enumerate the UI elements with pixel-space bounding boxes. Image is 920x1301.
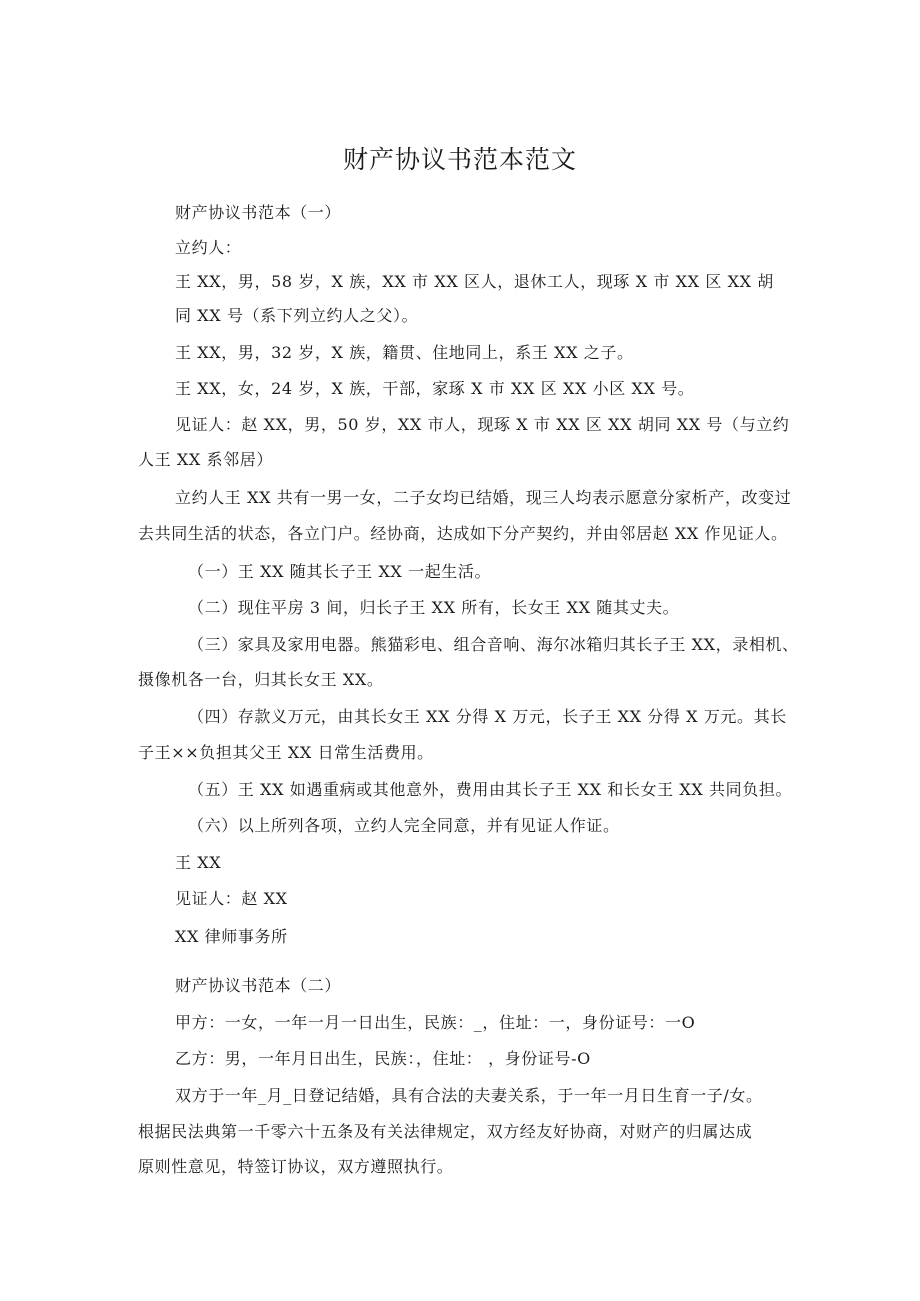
party-father-line-2: 同 XX 号（系下列立约人之父）。 bbox=[175, 306, 419, 325]
agreement-line-2: 根据民法典第一千零六十五条及有关法律规定，双方经友好协商，对财产的归属达成 bbox=[138, 1122, 753, 1141]
party-son: 王 XX，男，32 岁，X 族，籍贯、住地同上，系王 XX 之子。 bbox=[175, 343, 634, 362]
clause-3-line-2: 摄像机各一台，归其长女王 XX。 bbox=[138, 670, 384, 689]
signature-party: 王 XX bbox=[175, 853, 222, 872]
signature-witness: 见证人：赵 XX bbox=[175, 889, 288, 908]
document-title: 财产协议书范本范文 bbox=[342, 145, 577, 174]
preamble-line-1: 立约人王 XX 共有一男一女，二子女均已结婚，现三人均表示愿意分家析产，改变过 bbox=[175, 488, 792, 507]
clause-4-line-2: 子王××负担其父王 XX 日常生活费用。 bbox=[138, 743, 434, 762]
agreement-line-1: 双方于一年_月_日登记结婚，具有合法的夫妻关系，于一年一月日生育一子/女。 bbox=[175, 1086, 763, 1105]
clause-4-line-1: （四）存款义万元，由其长女王 XX 分得 X 万元，长子王 XX 分得 X 万元。其长 bbox=[188, 707, 787, 726]
agreement-line-3: 原则性意见，特签订协议，双方遵照执行。 bbox=[138, 1157, 454, 1176]
signature-law-firm: XX 律师事务所 bbox=[175, 927, 288, 946]
party-b: 乙方：男，一年月日出生，民族：，住址： ，身份证号-O bbox=[175, 1049, 591, 1068]
party-father-line-1: 王 XX，男，58 岁，X 族，XX 市 XX 区人，退休工人，现琢 X 市 XX 区 XX 胡 bbox=[175, 272, 774, 291]
parties-label: 立约人： bbox=[175, 238, 242, 257]
preamble-line-2: 去共同生活的状态，各立门户。经协商，达成如下分产契约，并由邻居赵 XX 作见证人。 bbox=[138, 524, 788, 543]
witness-line-1: 见证人：赵 XX，男，50 岁，XX 市人，现琢 X 市 XX 区 XX 胡同 XX 号（与立约 bbox=[175, 415, 790, 434]
clause-5: （五）王 XX 如遇重病或其他意外，费用由其长子王 XX 和长女王 XX 共同负担。 bbox=[188, 780, 793, 799]
clause-3-line-1: （三）家具及家用电器。熊猫彩电、组合音响、海尔冰箱归其长子王 XX，录相机、 bbox=[188, 635, 799, 654]
witness-line-2: 人王 XX 系邻居） bbox=[138, 450, 273, 469]
party-daughter: 王 XX，女，24 岁，X 族，干部，家琢 X 市 XX 区 XX 小区 XX 号。 bbox=[175, 379, 695, 398]
section-heading-2: 财产协议书范本（二） bbox=[175, 976, 342, 995]
party-a: 甲方：一女，一年一月一日出生，民族：_，住址：一，身份证号：一O bbox=[175, 1013, 696, 1032]
clause-2: （二）现住平房 3 间，归长子王 XX 所有，长女王 XX 随其丈夫。 bbox=[188, 598, 680, 617]
clause-6: （六）以上所列各项，立约人完全同意，并有见证人作证。 bbox=[188, 816, 620, 835]
clause-1: （一）王 XX 随其长子王 XX 一起生活。 bbox=[188, 562, 492, 581]
section-heading-1: 财产协议书范本（一） bbox=[175, 203, 342, 222]
